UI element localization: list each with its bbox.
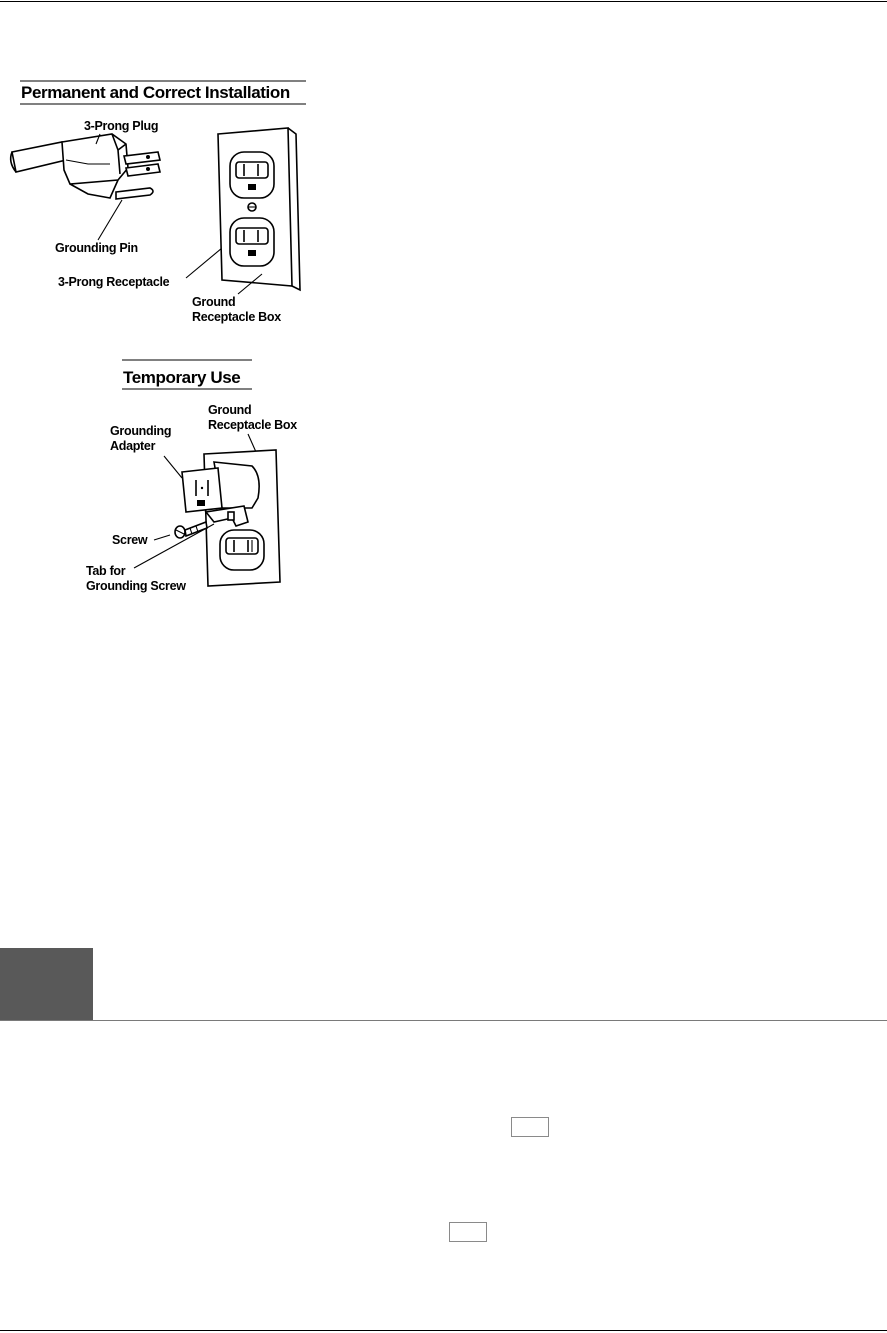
reference-box-2 [449, 1222, 487, 1242]
section-tab-block [0, 948, 93, 1020]
permanent-installation-section [11, 81, 306, 324]
plug-label: 3-Prong Plug [84, 119, 159, 133]
receptacle-label: 3-Prong Receptacle [58, 275, 170, 289]
temp-ground-label-1: Ground [208, 403, 252, 417]
adapter-label-2: Adapter [110, 439, 156, 453]
ground-label-1: Ground [192, 295, 236, 309]
adapter-label-1: Grounding [110, 424, 172, 438]
ground-label-2: Receptacle Box [192, 310, 281, 324]
wall-receptacle-plate-icon [218, 128, 300, 290]
screw-leader [154, 535, 170, 540]
bottom-rule [0, 1330, 887, 1331]
plug-cord [11, 142, 66, 172]
grounding-figure [0, 60, 330, 630]
temporary-heading: Temporary Use [123, 368, 241, 387]
temporary-use-section [86, 360, 297, 593]
section-rule [0, 1020, 887, 1021]
permanent-heading: Permanent and Correct Installation [21, 83, 290, 102]
grounding-pin-label: Grounding Pin [55, 241, 138, 255]
screw-label: Screw [112, 533, 148, 547]
temp-box-leader [248, 434, 256, 452]
temp-ground-label-2: Receptacle Box [208, 418, 297, 432]
three-prong-plug-icon [62, 134, 160, 199]
tab-label-2: Grounding Screw [86, 579, 186, 593]
top-rule [0, 1, 887, 2]
pin-leader [98, 200, 122, 240]
tab-label-1: Tab for [86, 564, 126, 578]
reference-box-1 [511, 1117, 549, 1137]
adapter-leader [164, 456, 182, 478]
